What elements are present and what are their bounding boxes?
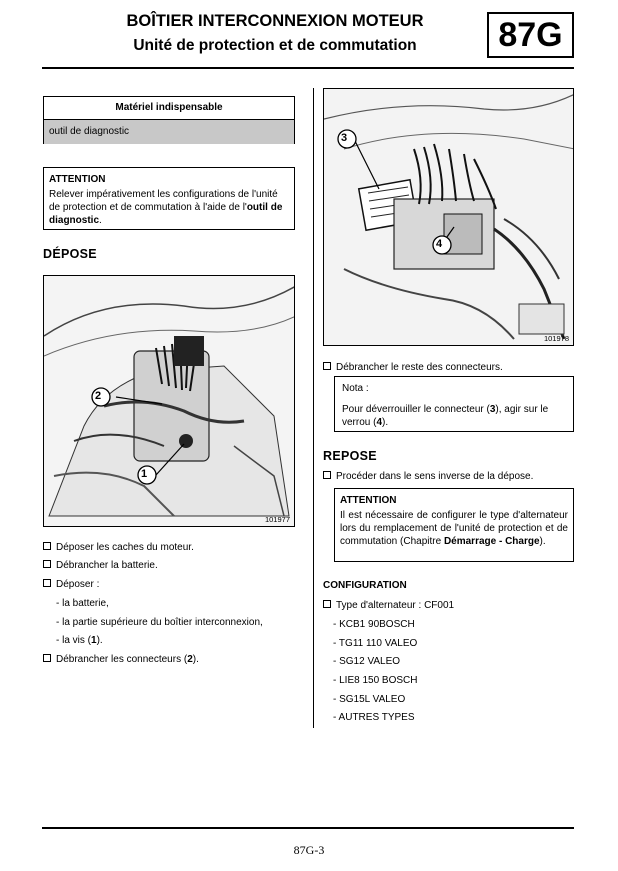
callout-1-label: 1: [141, 468, 148, 480]
step-repose: Procéder dans le sens inverse de la dépose.: [323, 470, 533, 483]
config-item-sg12: - SG12 VALEO: [333, 656, 401, 667]
attention-heading-2: ATTENTION: [340, 495, 397, 506]
callout-4-label: 4: [436, 238, 443, 250]
repose-heading: REPOSE: [323, 449, 377, 463]
page-title: BOÎTIER INTERCONNEXION MOTEUR: [126, 12, 424, 30]
engine-bay-illustration-2: [324, 89, 574, 346]
connector-figure: [323, 88, 574, 346]
attention-heading-1: ATTENTION: [49, 174, 106, 185]
section-code: 87G: [487, 12, 574, 58]
config-item-sg15l: - SG15L VALEO: [333, 694, 406, 705]
alternateur-type: Type d'alternateur : CF001: [323, 599, 454, 612]
materiel-item: outil de diagnostic: [44, 120, 294, 144]
sub-item-vis: - la vis (1).: [56, 635, 103, 646]
figure-number-1: 101977: [264, 515, 290, 524]
step-deposer: Déposer :: [43, 578, 99, 591]
nota-heading: Nota :: [342, 383, 369, 394]
step-caches: Déposer les caches du moteur.: [43, 541, 194, 554]
sub-item-partie-superieure: - la partie supérieure du boîtier interconnexion,: [56, 617, 263, 628]
step-reste-connecteurs: Débrancher le reste des connecteurs.: [323, 361, 503, 374]
header-rule: [42, 67, 574, 69]
attention-box-2: [334, 488, 574, 562]
page-subtitle: Unité de protection et de commutation: [133, 37, 417, 54]
nota-text: Pour déverrouiller le connecteur (3), agir sur le verrou (4).: [342, 404, 549, 428]
attention-box-1: [43, 167, 295, 230]
nota-box: [334, 376, 574, 432]
attention-text-1: Relever impérativement les configurations de l'unité de protection et de commutation à l'aide de l'outil de diagnostic.: [49, 189, 283, 226]
sub-item-batterie: - la batterie,: [56, 598, 109, 609]
figure-number-2: 101978: [543, 334, 569, 343]
depose-figure: [43, 275, 295, 527]
materiel-table: [43, 96, 295, 144]
page-number: 87G-3: [293, 843, 325, 857]
callout-3-label: 3: [341, 132, 348, 144]
step-batterie: Débrancher la batterie.: [43, 559, 158, 572]
column-divider: [313, 88, 314, 728]
engine-bay-illustration-1: [44, 276, 295, 527]
attention-text-2: Il est nécessaire de configurer le type d'alternateur lors du remplacement de l'unité de protection et de commutation (Chapitre Démarrage - Charge).: [340, 510, 568, 547]
step-connecteurs: Débrancher les connecteurs (2).: [43, 653, 199, 666]
config-item-tg11: - TG11 110 VALEO: [333, 638, 418, 649]
config-item-lie8: - LIE8 150 BOSCH: [333, 675, 418, 686]
configuration-heading: CONFIGURATION: [323, 580, 407, 591]
materiel-heading: Matériel indispensable: [44, 97, 294, 120]
depose-heading: DÉPOSE: [43, 247, 97, 261]
config-item-autres: - AUTRES TYPES: [333, 712, 415, 723]
callout-2-label: 2: [95, 390, 102, 402]
config-item-kcb1: - KCB1 90BOSCH: [333, 619, 415, 630]
footer-rule: [42, 827, 574, 829]
